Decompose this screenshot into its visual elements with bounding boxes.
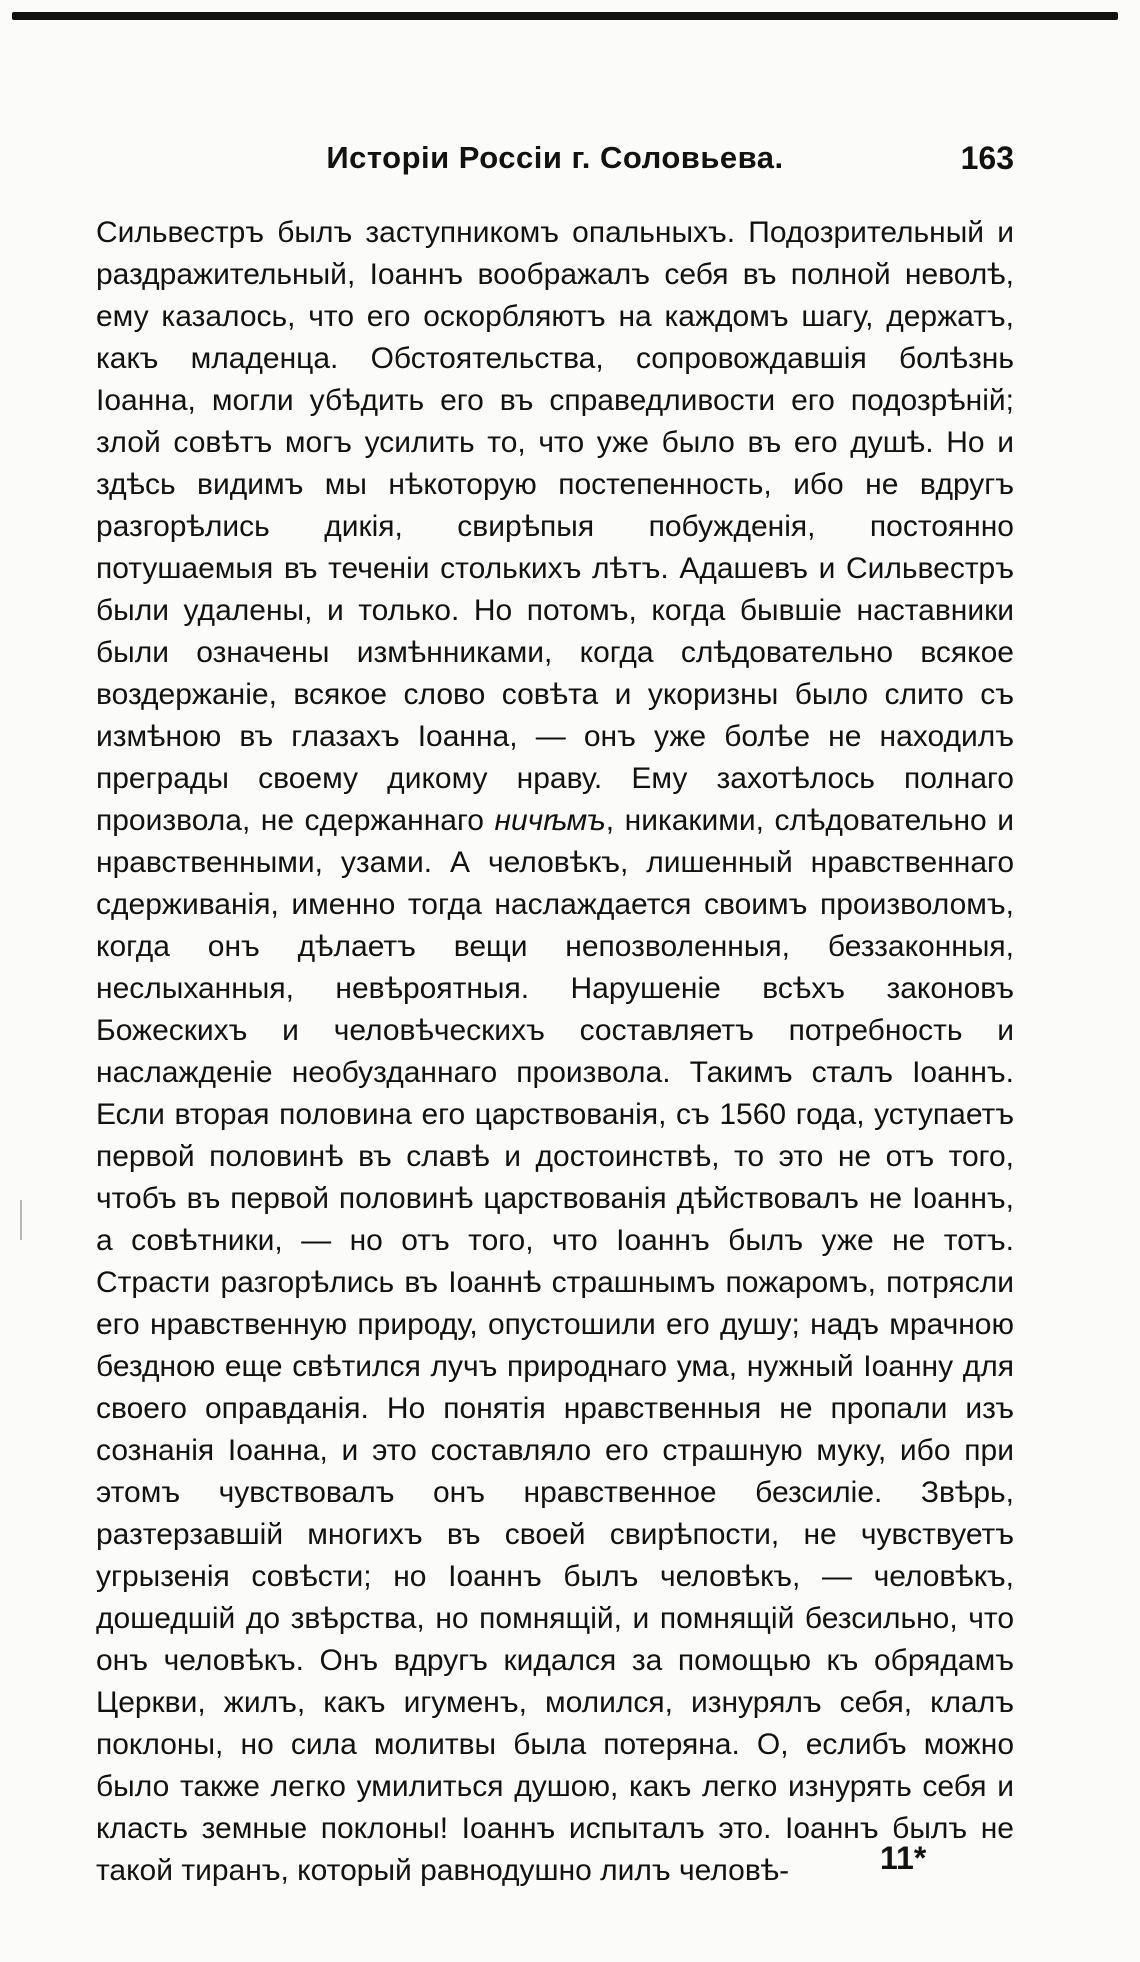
page-number: 163 bbox=[960, 140, 1014, 176]
body-text-part-1: Сильвестръ былъ заступникомъ опальныхъ. Подозрительный и раздражительный, Iоаннъ воображалъ себя въ полной неволѣ, ему казалось, что его оскорбляютъ на каждомъ шагу, держатъ, какъ младенца. Обстоятельства, сопровождавшiя болѣзнь Iоанна, могли убѣдить его въ справедливости его подозрѣнiй; злой совѣтъ могъ усилить то, что уже было въ его душѣ. Но и здѣсь видимъ мы нѣкоторую постепенность, ибо не вдругъ разгорѣлись дикiя, свирѣпыя побужденiя, постоянно потушаемыя въ теченiи столькихъ лѣтъ. Адашевъ и Сильвестръ были удалены, и только. Но потомъ, когда бывшiе наставники были означены измѣнниками, когда слѣдовательно всякое воздержанiе, всякое слово совѣта и укоризны было слито съ измѣною въ глазахъ Iоанна, — онъ уже болѣе не находилъ преграды своему дикому нраву. Ему захотѣлось полнаго произвола, не сдержаннаго bbox=[96, 216, 1014, 837]
body-paragraph bbox=[96, 212, 1014, 1892]
body-text-italic-word: ничѣмъ bbox=[494, 804, 606, 837]
top-edge-rule bbox=[12, 12, 1118, 20]
margin-speck bbox=[20, 1200, 22, 1240]
body-text-part-2: , никакими, слѣдовательно и нравственными, узами. А человѣкъ, лишенный нравственнаго сдерживанiя, именно тогда наслаждается своимъ произволомъ, когда онъ дѣлаетъ вещи непозволенныя, беззаконныя, неслыханныя, невѣроятныя. Нарушенiе всѣхъ законовъ Божескихъ и человѣческихъ составляетъ потребность и наслажденiе необузданнаго произвола. Такимъ сталъ Iоаннъ. Если вторая половина его царствованiя, съ 1560 года, уступаетъ первой половинѣ въ славѣ и достоинствѣ, то это не отъ того, чтобъ въ первой половинѣ царствованiя дѣйствовалъ не Iоаннъ, а совѣтники, — но отъ того, что Iоаннъ былъ уже не тотъ. Страсти разгорѣлись въ Iоаннѣ страшнымъ пожаромъ, потрясли его нравственную природу, опустошили его душу; надъ мрачною бездною еще свѣтился лучъ природнаго ума, нужный Iоанну для своего оправданiя. Но понятiя нравственныя не пропали изъ сознанiя Iоанна, и это составляло его страшную муку, ибо при этомъ чувствовалъ онъ нравственное безсилiе. Звѣрь, разтерзавшiй многихъ въ своей свирѣпости, не чувствуетъ угрызенiя совѣсти; но Iоаннъ былъ человѣкъ, — человѣкъ, дошедшiй до звѣрства, но помнящiй, и помнящiй безсильно, что онъ человѣкъ. Онъ вдругъ кидался за помощью къ обрядамъ Церкви, жилъ, какъ игуменъ, молился, изнурялъ себя, клалъ поклоны, но сила молитвы была потеряна. О, еслибъ можно было также легко умилиться душою, какъ легко изнурять себя и класть земные поклоны! Iоаннъ испыталъ это. Iоаннъ былъ не такой тиранъ, который равнодушно лилъ человѣ- bbox=[96, 804, 1014, 1887]
running-head-title: Исторiи Россiи г. Соловьева. bbox=[326, 140, 784, 175]
signature-mark: 11* bbox=[880, 1840, 927, 1876]
running-head bbox=[96, 140, 1014, 200]
